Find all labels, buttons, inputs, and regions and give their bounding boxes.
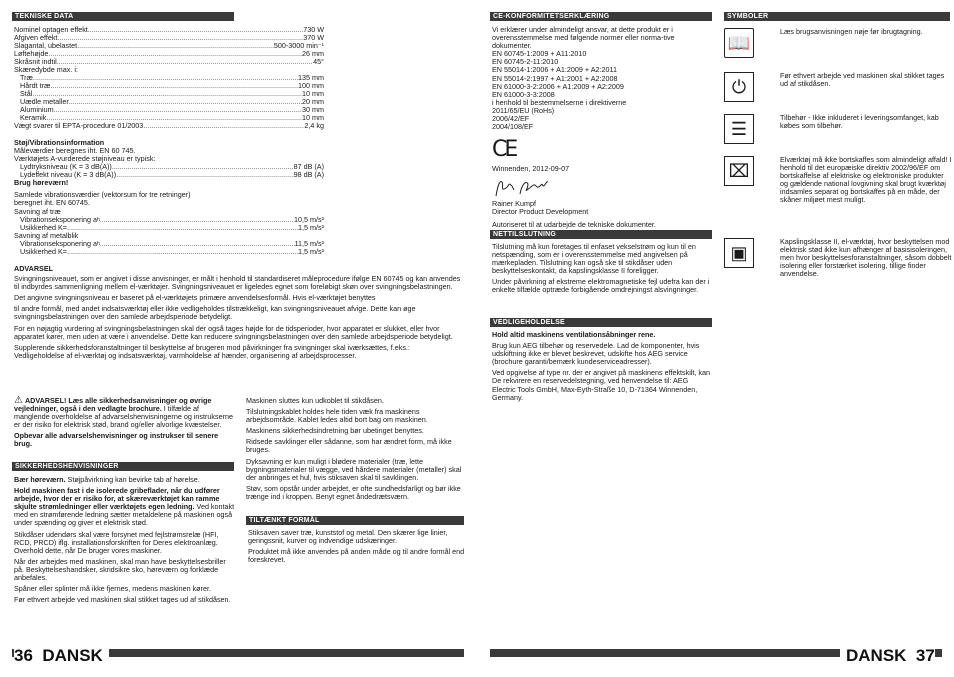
intended-paragraph: Stiksaven saver træ, kunststof og metal. Den skærer lige linier, geringssnit, kurver og indvendige udskæringer.: [248, 528, 448, 546]
intended-use: [248, 529, 466, 567]
spec-row: [14, 90, 324, 98]
symbol-text: Læs brugsanvisningen nøje før ibrugtagning.: [780, 27, 923, 36]
spec-dots: [48, 50, 302, 58]
symbol-row: [724, 238, 952, 278]
spec-dots: [143, 122, 304, 130]
spec-value: 1,5 m/s²: [298, 247, 324, 256]
safety-paragraph: Stikdåser udendørs skal være forsynet med fejlstrømsrelæ (HFI, RCD, PRCD) iflg. installationsforskriften for Deres elektroanlæg. Overhold dette, når De bruger vores maskiner.: [14, 529, 219, 555]
weee-bin-icon: ⌧: [724, 156, 754, 186]
symbol-text: Før ethvert arbejde ved maskinen skal stikket tages ud af stikdåsen.: [780, 71, 945, 89]
spec-label: Keramik: [20, 114, 47, 123]
spec-label: Vibrationseksponering a: [20, 215, 97, 224]
ce-norm: EN 60745-1:2009 + A11:2010: [492, 49, 587, 59]
maintenance-section: [492, 331, 710, 405]
ce-norm: 2011/65/EU (RoHs): [492, 105, 555, 115]
maint-paragraph: Ved opgivelse af type nr. der er angivet på maskinens effektskilt, kan De rekvirere en reservedelstegning, ved henvendelse til: AEG Electric Tools GmbH, Max-Eyth-Straße 10, D-71364 Winnenden, Germany.: [492, 368, 711, 402]
spec-row: [14, 122, 324, 130]
ce-norm: EN 61000-3-3:2008: [492, 89, 555, 99]
spec-label: Hårdt træ: [20, 82, 51, 91]
spec-dots: [100, 216, 294, 224]
safety-p2-bold: Hold maskinen fast i de isolerede gribeflader, når du udfører arbejde, hvor der er risiko for, at skæreværktøjet kan ramme skjulte strømledninger eller værktøjets egen ledning.: [14, 486, 220, 512]
safety-paragraph: Tilslutningskablet holdes hele tiden væk fra maskinens arbejdsområde. Kablet ledes altid bort bag om maskinen.: [246, 407, 428, 425]
spec-dots: [50, 82, 298, 90]
sawing-wood: Savning af træ: [14, 206, 61, 216]
spec-dots: [32, 90, 302, 98]
spec-value: 98 dB (A): [293, 171, 324, 180]
spec-dots: [88, 26, 303, 34]
spec-row: [14, 50, 324, 58]
maint-bold: Hold altid maskinens ventilationsåbninger rene.: [492, 330, 656, 339]
spec-value: 1,5 m/s²: [298, 223, 324, 232]
spec-row: [14, 74, 324, 82]
noise-line: Værktøjets A-vurderede støjniveau er typisk:: [14, 154, 156, 164]
spec-value: 30 mm: [302, 106, 324, 115]
page-num: 36: [14, 646, 33, 665]
intended-paragraph: Produktet må ikke anvendes på anden måde og til andre formål end foreskrevet.: [248, 547, 465, 565]
advarsel-section: [14, 265, 461, 363]
symbol-row: [724, 72, 952, 102]
advarsel-paragraph: For en nøjagtig vurdering af svingningsbelastningen skal der også tages højde for de tidsperioder, hvor apparatet er slukket, eller hvor apparatet kører, men uden at være i anvendelse. Dette kan reducere svingningsbelastningen over den samlede arbejdsperiode betydeligt.: [14, 323, 453, 341]
ce-header: CE-KONFORMITETSERKLÆRING: [490, 12, 712, 21]
spec-dots: [33, 74, 298, 82]
ce-place-date: Winnenden, 2012-09-07: [492, 164, 570, 174]
vib-line: Samlede vibrationsværdier (vektorsum for tre retninger): [14, 190, 191, 200]
spec-value: 10,5 m/s²: [294, 215, 324, 224]
spec-label: Skråsnit indtil: [14, 58, 57, 66]
spec-dots: [67, 224, 298, 232]
warning-box: [14, 397, 236, 452]
page-lang: DANSK: [846, 646, 907, 665]
spec-label: Afgiven effekt: [14, 34, 58, 42]
safety-paragraph: Spåner eller splinter må ikke fjernes, medens maskinen kører.: [14, 584, 211, 594]
spec-value: 10 mm: [302, 114, 324, 123]
spec-value: 26 mm: [302, 50, 324, 58]
safety-header: SIKKERHEDSHENVISNINGER: [12, 462, 234, 471]
ce-intro: Vi erklærer under almindeligt ansvar, at dette produkt er i overensstemmelse med følgende normer eller norma-tive dokumenter.: [492, 25, 675, 51]
net-section: [492, 243, 710, 298]
spec-value: 11,5 m/s²: [294, 239, 324, 248]
spec-label: Usikkerhed K=: [20, 223, 67, 232]
spec-label: Stål: [20, 90, 33, 99]
safety-paragraph: Maskinen sluttes kun udkoblet til stikdåsen.: [246, 396, 384, 405]
spec-label: Uædle metaller: [20, 98, 69, 107]
safety-section: [14, 476, 236, 607]
spec-value: 500-3000 min⁻¹: [273, 42, 324, 50]
noise-info: [14, 139, 324, 256]
ce-norm: i henhold til bestemmelserne i direktiverne: [492, 97, 627, 107]
page-number-left: [14, 647, 109, 665]
read-manual-icon: 📖: [724, 28, 754, 58]
spec-row: [14, 114, 324, 122]
advarsel-paragraph: Supplerende sikkerhedsforanstaltninger til beskyttelse af brugeren mod påvirkninger fra svingninger skal iværksættes, f.eks.: Vedligeholdelse af el-værktøj og indsatsværktøj, varmholdelse af hænder, organisering af arbejdsprocesser.: [14, 342, 410, 360]
spec-dots: [112, 163, 294, 171]
spec-row: [14, 240, 324, 248]
signer-name: Rainer Kumpf: [492, 199, 536, 209]
spec-row: [14, 42, 324, 50]
safety-paragraph: Før ethvert arbejde ved maskinen skal stikket tages ud af stikdåsen.: [14, 595, 231, 605]
warning-bold: ADVARSEL! Læs alle sikkerhedsanvisninger og øvrige vejledninger, også i den vedlagte brochure.: [14, 396, 212, 414]
maintenance-header: VEDLIGEHOLDELSE: [490, 318, 712, 327]
ce-norm: EN 61000-3-2:2006 + A1:2009 + A2:2009: [492, 81, 624, 91]
tech-data-header: TEKNISKE DATA: [12, 12, 234, 21]
spec-dots: [57, 34, 303, 42]
ce-norm: EN 60745-2-11:2010: [492, 57, 559, 67]
spec-dots: [54, 106, 302, 114]
ce-mark: CE: [492, 137, 516, 163]
net-paragraph: Under påvirkning af ekstreme elektromagnetiske fejl udefra kan der i enkelte tilfælde optræde forbigående omdrejningst alsvingninger.: [492, 277, 710, 295]
net-header: NETTILSLUTNING: [490, 230, 712, 239]
signer-note: Autoriseret til at udarbejde de tekniske dokumenter.: [492, 219, 656, 229]
spec-value: 100 mm: [298, 82, 324, 91]
spec-sub: h: [97, 216, 100, 223]
warning-text: I tilfælde af manglende overholdelse af advarselshenvisningerne og instrukserne er der risiko for elektrisk stød, brand og/eller alvorlige kvæstelser.: [14, 404, 233, 430]
spec-row: [14, 98, 324, 106]
spec-label: Slagantal, ubelastet: [14, 42, 78, 50]
signature-image: [492, 176, 562, 200]
safety-p2: Ved kontakt med en strømførende ledning sætter metaldelene på maskinen også under spænding og giver et elektrisk stød.: [14, 502, 235, 528]
spec-value: 730 W: [303, 26, 324, 34]
symbol-row: [724, 114, 952, 144]
spec-value: 370 W: [303, 34, 324, 42]
intended-use-header: TILTÆNKT FORMÅL: [246, 516, 464, 525]
spec-label: Usikkerhed K=: [20, 247, 67, 256]
maint-paragraph: Brug kun AEG tilbehør og reservedele. Lad de komponenter, hvis udskiftning ikke er blevet beskrevet, udskifte hos AEG service (brochure garanti/bemærk kundeserviceadresser).: [492, 341, 700, 367]
spec-dots: [67, 248, 298, 256]
symbols-header: SYMBOLER: [724, 12, 950, 21]
safety-paragraph: Støv, som opstår under arbejdet, er ofte sundhedsfarligt og bør ikke trænge ind i kroppen. Benyt egnet åndedrætsværn.: [246, 483, 461, 501]
spec-label: Aluminium: [20, 106, 54, 115]
safety-col2: [246, 397, 466, 504]
spec-dots: [69, 98, 302, 106]
tech-specs: [14, 26, 324, 130]
spec-dots: [57, 58, 313, 66]
ce-declaration: [492, 26, 710, 232]
ce-norm: 2004/108/EF: [492, 122, 534, 132]
advarsel-paragraph: Det angivne svingningsniveau er baseret på el-værktøjets primære anvendelsesformål. Hvis el-værktøjet benyttes: [14, 293, 376, 303]
symbol-row: [724, 156, 952, 205]
cut-depth-label: Skæredybde max. i:: [14, 65, 78, 74]
ce-norm: EN 55014-1:2006 + A1:2009 + A2:2011: [492, 65, 617, 75]
spec-sub: h: [97, 240, 100, 247]
spec-label: Vibrationseksponering a: [20, 239, 97, 248]
signer-title: Director Product Development: [492, 207, 589, 217]
spec-row: [14, 248, 324, 256]
noise-line: Måleværdier beregnes iht. EN 60 745.: [14, 146, 136, 156]
ce-norm: 2006/42/EF: [492, 114, 530, 124]
vib-line: beregnet iht. EN 60745.: [14, 198, 90, 208]
spec-row: [14, 163, 324, 171]
safety-paragraph: Dyksavning er kun muligt i blødere materialer (træ, lette bygningsmaterialer til vægge, ved hårdere materialer (metaller) skal der anbringes et hul, hvis stiksaven skal til savklingen.: [246, 456, 462, 482]
spec-dots: [77, 42, 274, 50]
spec-label: Vægt svarer til EPTA-procedure 01/2003: [14, 122, 144, 131]
spec-dots: [46, 114, 302, 122]
spec-row: [14, 34, 324, 42]
net-paragraph: Tilslutning må kun foretages til enfaset vekselstrøm og kun til en netspænding, som er i overensstemmelse med angivelsen på mærkepladen. Tilslutning kan også ske til stikdåser uden beskyttelseskontakt, da kapslingsklasse II foreligger.: [492, 242, 696, 276]
unplug-icon: ⏻: [724, 72, 754, 102]
safety-p1: Støjpåvirkning kan bevirke tab af hørelse.: [65, 475, 200, 484]
warning-keep: Opbevar alle advarselshenvisninger og instrukser til senere brug.: [14, 431, 219, 449]
spec-row: [14, 82, 324, 90]
spec-value: 87 dB (A): [293, 163, 324, 172]
spec-value: 135 mm: [298, 74, 324, 83]
safety-paragraph: Ridsede savklinger eller sådanne, som har ændret form, må ikke bruges.: [246, 437, 452, 455]
safety-p1-bold: Bær høreværn.: [14, 475, 66, 484]
spec-row: [14, 106, 324, 114]
spec-row: [14, 216, 324, 224]
class-ii-icon: ▣: [724, 238, 754, 268]
spec-label: Nominel optagen effekt: [14, 26, 88, 34]
spec-dots: [116, 171, 294, 179]
ce-norm: EN 55014-2:1997 + A1:2001 + A2:2008: [492, 73, 618, 83]
spec-label: Lydtryksniveau (K = 3 dB(A)): [20, 163, 112, 172]
spec-dots: [100, 240, 295, 248]
spec-label: Træ: [20, 74, 33, 83]
spec-row: [14, 26, 324, 34]
spec-label: Løftehøjde: [14, 50, 49, 58]
symbol-text: Elværktøj må ikke bortskaffes som almindeligt affald! I henhold til det europæiske direktiv 2002/96/EF om bortskaffelse af elektriske og elektroniske produkter og gældende national lovgivning skal brugt kværktøj indsamles separat og bortskaffes på en måde, der skåner miljøet mest muligt.: [780, 155, 952, 205]
page-number-right: [840, 647, 935, 665]
warning-triangle-icon: ⚠: [14, 395, 23, 406]
spec-value: 10 mm: [302, 90, 324, 99]
page-num: 37: [915, 646, 935, 665]
symbol-text: Tilbehør - Ikke inkluderet i leveringsomfanget, kab købes som tilbehør.: [780, 113, 939, 131]
page-lang: DANSK: [42, 646, 103, 665]
safety-paragraph: Maskinens sikkerhedsindretning bør ubetinget benyttes.: [246, 426, 424, 436]
spec-value: 45°: [313, 58, 324, 66]
sawing-metal: Savning af metalblik: [14, 230, 79, 240]
spec-value: 20 mm: [302, 98, 324, 107]
symbol-text: Kapslingsklasse II, el-værktøj, hvor beskyttelsen mod elektrisk stød ikke kun afhænger af basisisoleringen, men hvor beskyttelsesforanstaltninger, såsom dobbelt isolering eller forstærket isolering, tillige finder anvendelse.: [780, 237, 952, 279]
advarsel-paragraph: Svingningsniveauet, som er angivet i disse anvisninger, er målt i henhold til standardiseret måleprocedure ifølge EN 60745 og kan anvendes til indbyrdes sammenligning mellem el-værktøjer. Svingningsniveauet er ligeledes egnet som foreløbigt skøn over svingningsbelastningen.: [14, 274, 461, 292]
accessory-icon: ☰: [724, 114, 754, 144]
ear-warning: Brug høreværn!: [14, 178, 69, 188]
spec-label: Lydeffekt niveau (K = 3 dB(A)): [20, 171, 117, 180]
noise-title: Støj/Vibrationsinformation: [14, 138, 105, 147]
advarsel-title: ADVARSEL: [14, 264, 54, 273]
spec-value: 2,4 kg: [304, 122, 324, 131]
symbol-row: [724, 28, 952, 58]
safety-paragraph: Når der arbejdes med maskinen, skal man have beskyttelsesbriller på. Beskyttelseshandsker, skridsikre sko, høreværn og forklæde anbefales.: [14, 556, 226, 583]
advarsel-paragraph: til andre formål, med andet indsatsværktøj eller ikke vedligeholdes tilstrækkeligt, kan svingningsniveauet afvige. Dette kan øge svingningsbelastningen over den samlede arbejdsperiode betydeligt.: [14, 304, 416, 322]
